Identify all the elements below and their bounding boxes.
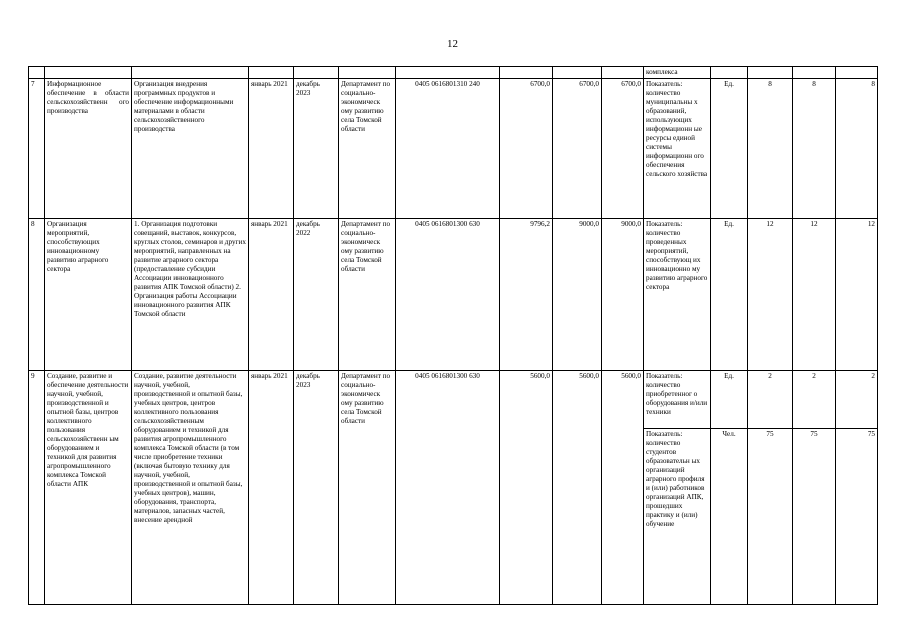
table-row	[29, 219, 878, 371]
funding-2023: 9000,0	[602, 219, 644, 371]
activity-text: Организация внедрения программных продуктов и обеспечение информационными материалами в области сельскохозяйственного производства	[132, 79, 249, 219]
indicator-value-2021: 12	[748, 219, 793, 371]
indicator-value-2022: 75	[793, 429, 836, 605]
table-row	[29, 79, 878, 219]
executor: Департамент по социально-экономическ ому развитию села Томской области	[339, 371, 396, 605]
funding-2021: 9796,2	[500, 219, 553, 371]
measure-name: Организация мероприятий, способствующих инновационному развитию аграрного сектора	[45, 219, 132, 371]
indicator-value-2022: 2	[793, 371, 836, 429]
funding-2023: 5600,0	[602, 371, 644, 605]
indicator-value-2023: 75	[836, 429, 878, 605]
end-date: декабрь 2022	[294, 219, 339, 371]
activity-text: Создание, развитие деятельности научной, учебной, производственной и опытной базы, учебных центров, центров коллективного пользования сельскохозяйственным оборудованием и техникой для развития агропромышленного комплекса Томской области (в том числе приобретение техники (включая бытовую технику для научной, учебной, производственной и опытной базы, учебных центров), машин, оборудования, транспорта, материалов, запасных частей, внесение арендной	[132, 371, 249, 605]
indicator-value-2022: 8	[793, 79, 836, 219]
funding-2021: 5600,0	[500, 371, 553, 605]
indicator-value-2023: 2	[836, 371, 878, 429]
indicator-text: Показатель: количество приобретенног о оборудования и/или техники	[644, 371, 711, 429]
budget-code: 0405 0616801300 630	[396, 219, 500, 371]
executor: Департамент по социально-экономическ ому развитию села Томской области	[339, 219, 396, 371]
indicator-text: Показатель: количество проведенных мероприятий, способствующ их инновационно му развитию аграрного сектора	[644, 219, 711, 371]
start-date: январь 2021	[249, 219, 294, 371]
indicator-unit: Ед.	[711, 219, 748, 371]
funding-2022: 9000,0	[553, 219, 602, 371]
indicator-value-2023: 12	[836, 219, 878, 371]
page-number: 12	[447, 38, 458, 50]
row-number: 7	[29, 79, 45, 219]
indicator-value-2021: 8	[748, 79, 793, 219]
program-table	[28, 66, 878, 605]
funding-2022: 6700,0	[553, 79, 602, 219]
continuation-row	[29, 67, 878, 79]
indicator-unit: Чел.	[711, 429, 748, 605]
measure-name: Создание, развитие и обеспечение деятельности научной, учебной, производственной и опытной базы, центров коллективного пользования сельскохозяйственн ым оборудованием и техникой для развития агропромышленного комплекса Томской области АПК	[45, 371, 132, 605]
indicator-value-2022: 12	[793, 219, 836, 371]
funding-2023: 6700,0	[602, 79, 644, 219]
indicator-unit: Ед.	[711, 79, 748, 219]
end-date: декабрь 2023	[294, 79, 339, 219]
funding-2021: 6700,0	[500, 79, 553, 219]
measure-name: Информационное обеспечение в области сельскохозяйственн ого производства	[45, 79, 132, 219]
end-date: декабрь 2023	[294, 371, 339, 605]
indicator-unit: Ед.	[711, 371, 748, 429]
row-number: 9	[29, 371, 45, 605]
activity-text: 1. Организация подготовки совещаний, выставок, конкурсов, круглых столов, семинаров и других мероприятий, направленных на развитие аграрного сектора (предоставление субсидии Ассоциации инновационного развития АПК Томской области) 2. Организация работы Ассоциации инновационного развития АПК Томской области	[132, 219, 249, 371]
indicator-text: Показатель: количество студентов образовательн ых организаций аграрного профиля и (или) работников организаций АПК, прошедших практику и (или) обучение	[644, 429, 711, 605]
row-number: 8	[29, 219, 45, 371]
indicator-value-2023: 8	[836, 79, 878, 219]
indicator-text: Показатель: количество муниципальны х образований, использующих информационн ые ресурсы единой системы информационн ого обеспечения сельского хозяйства	[644, 79, 711, 219]
funding-2022: 5600,0	[553, 371, 602, 605]
budget-code: 0405 0616801310 240	[396, 79, 500, 219]
indicator-text: комплекса	[644, 67, 711, 79]
budget-code: 0405 0616801300 630	[396, 371, 500, 605]
indicator-value-2021: 2	[748, 371, 793, 429]
start-date: январь 2021	[249, 79, 294, 219]
indicator-value-2021: 75	[748, 429, 793, 605]
start-date: январь 2021	[249, 371, 294, 605]
table-row	[29, 371, 878, 429]
executor: Департамент по социально-экономическ ому развитию села Томской области	[339, 79, 396, 219]
